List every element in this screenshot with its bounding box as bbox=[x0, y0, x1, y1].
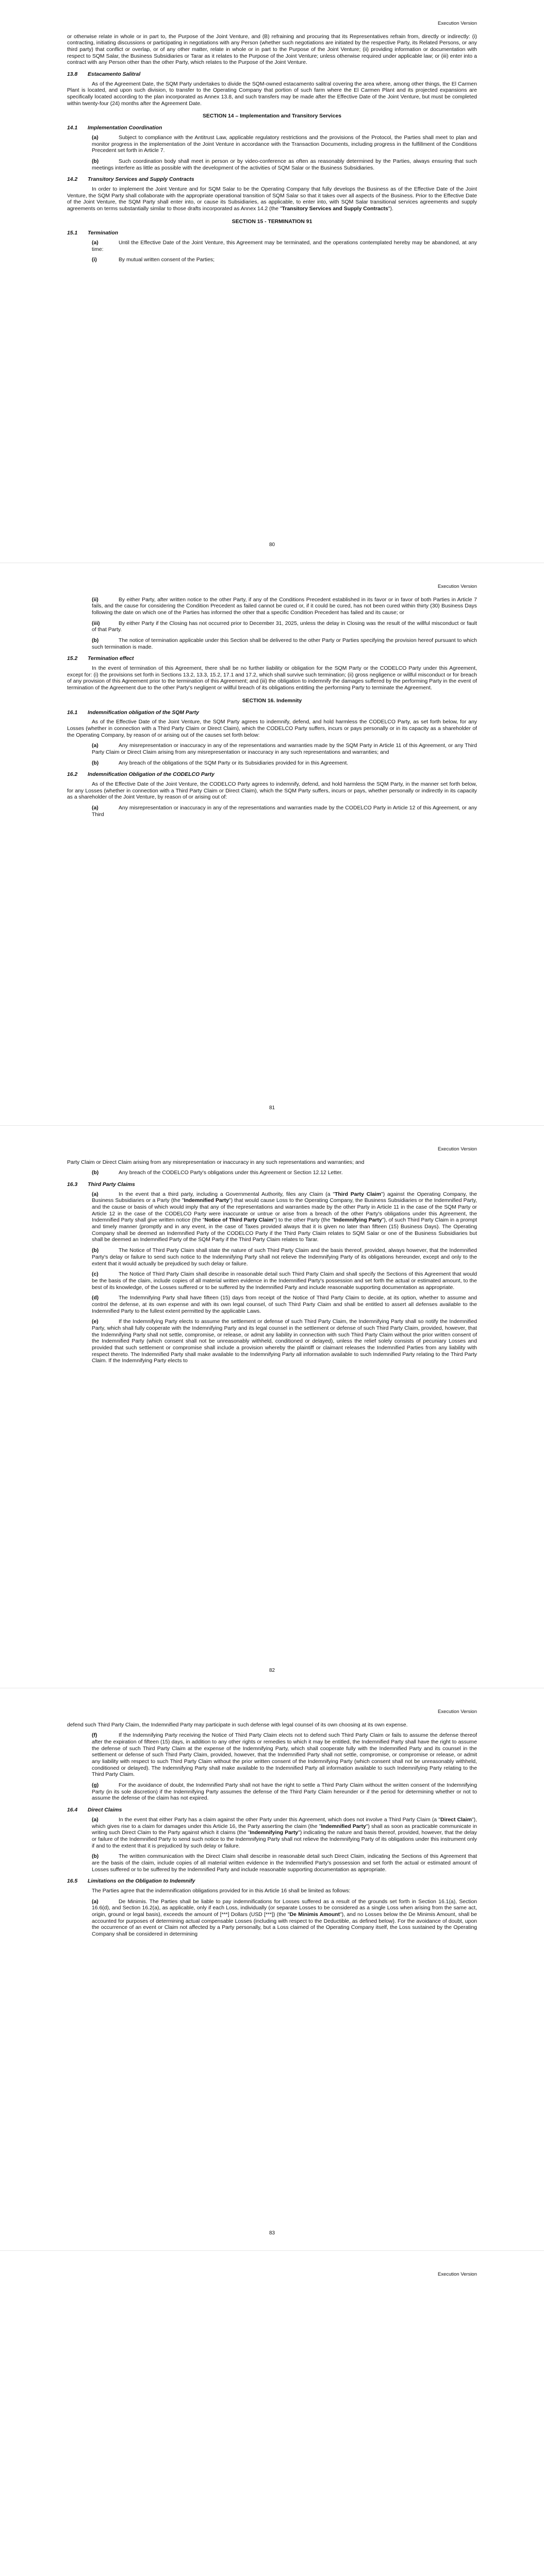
subsection-heading bbox=[67, 230, 477, 237]
clause-label: (a) bbox=[92, 1817, 98, 1823]
clause-text: Subject to compliance with the Antitrust Law, applicable regulatory restrictions and the provisions of the Protocol, the Parties shall meet to plan and monitor progress in the implementation of the Joint Venture in accordance with the Transaction Documents, including progress in the fulfillment of the Conditions Precedent set forth in Article 7. bbox=[92, 134, 477, 154]
subsection-title: Indemnification obligation of the SQM Party bbox=[88, 709, 199, 716]
clause-text: By either Party, after written notice to the other Party, if any of the Conditions Precedent established in its favor or in favor of both Parties in Article 7 fails, and the cause for considering the Condition Precedent as failed cannot be cured or, if it could be cured, has not been cured within thirty (30) Business Days following the date on which one of the Parties has informed the other that a specific Condition Precedent has failed and its cause; or bbox=[92, 597, 477, 616]
clause-label: (d) bbox=[92, 1295, 99, 1301]
section-heading: SECTION 14 – Implementation and Transitory Services bbox=[202, 113, 342, 120]
subsection-title: Termination bbox=[88, 230, 119, 236]
clause bbox=[67, 240, 477, 253]
clause-label: (a) bbox=[92, 805, 98, 811]
subsection-heading bbox=[67, 1878, 477, 1885]
clause-text: By mutual written consent of the Parties; bbox=[119, 257, 215, 263]
clause-label: (b) bbox=[92, 760, 99, 766]
clause-text: The written communication with the Direct Claim shall describe in reasonable detail such Direct Claim, indicating the Sections of this Agreement that are the basis of the claim, include copies of all material written evidence in the Indemnified Party's possession and set forth the actual or estimated amount of Losses suffered or to be suffered by the Indemnified Party and include reasonable supporting documentation as appropriate. bbox=[92, 1854, 477, 1873]
clause-text: Any breach of the CODELCO Party's obligations under this Agreement or Section 12.12 Letter. bbox=[119, 1170, 343, 1176]
document-page bbox=[0, 1125, 544, 1688]
clause-text: The Notice of Third Party Claim shall describe in reasonable detail such Third Party Claim and shall specify the Sections of this Agreement that would be the basis of the claim, include copies of all material written evidence in the Indemnified Party's possession and set forth the actual or estimated amount, to the best of its knowledge, of the Losses suffered or to be suffered by the Indemnified Party and include reasonable supporting documentation as appropriate. bbox=[92, 1272, 477, 1291]
page-number: 82 bbox=[269, 1668, 275, 1673]
clause bbox=[67, 257, 477, 264]
subsection-number: 16.5 bbox=[67, 1878, 78, 1885]
document-page bbox=[0, 2250, 544, 2576]
clause-text: Until the Effective Date of the Joint Venture, this Agreement may be terminated, and the operations contemplated hereby may be abandoned, at any time: bbox=[92, 240, 477, 252]
page-number: 80 bbox=[269, 542, 275, 548]
paragraph: defend such Third Party Claim, the Indemnified Party may participate in such defense with legal counsel of its own choosing at its own expense. bbox=[67, 1722, 408, 1728]
page-number: 83 bbox=[269, 2230, 275, 2236]
document-page bbox=[0, 0, 544, 563]
clause-text: Any misrepresentation or inaccuracy in any of the representations and warranties made by the SQM Party in Article 11 of this Agreement, or any Third Party Claim or Direct Claim arising from any misrepresentation or inaccuracy in any such representations and warranties; and bbox=[92, 743, 477, 755]
paragraph: As of the Effective Date of the Joint Venture, the CODELCO Party agrees to indemnify, defend, and hold harmless the SQM Party, in the manner set forth below, for any Losses (whether in connection with a Third Party Claim or Direct Claim), which the SQM Party suffers, incurs or pays, whether personally or indirectly in its capacity as a shareholder of the Joint Venture, by reason of or arising out of: bbox=[67, 782, 477, 801]
paragraph: or otherwise relate in whole or in part to, the Purpose of the Joint Venture, and (B) refraining and procuring that its Representatives refrain from, directly or indirectly: (i) contracting, initiating discussions or participating in negotiations with any Person (whether such negotiations are initiated by the respective Party, its Related Persons, or any third party) that conflict or overlap, or of any other matter, relate in whole or in part to the Purpose of the Joint Venture; (ii) providing information or documentation with respect to SQM Salar, the Business Subsidiaries or Tarar as it relates to the Purpose of the Joint Venture; unless otherwise required under applicable law; or (iii) enter into a contract with any Person other than the other Party, which relates to the Purpose of the Joint Venture. bbox=[67, 33, 477, 66]
clause-label: (b) bbox=[92, 1248, 99, 1254]
subsection-heading bbox=[67, 772, 477, 778]
clause-label: (b) bbox=[92, 158, 99, 164]
subsection-number: 16.2 bbox=[67, 772, 78, 778]
paragraph: In the event of termination of this Agreement, there shall be no further liability or obligation for the SQM Party or the CODELCO Party under this Agreement, except for: (i) the provisions set forth in Sections 13.2, 13.3, 15.2, 17.1 and 17.2, which shall survive such termination; (ii) gross negligence or willful misconduct or for breach of any provision of this Agreement prior to the termination of this Agreement; and (iii) the obligation to indemnify the damages suffered by the performing Party in the event of termination of the Agreement due to the other Party's negligent or willful breach of its obligations entitling the performing Party to terminate the Agreement. bbox=[67, 666, 477, 691]
clause-label: (b) bbox=[92, 1170, 99, 1176]
clause bbox=[67, 1192, 477, 1244]
clause-label: (c) bbox=[92, 1272, 98, 1278]
clause-label: (iii) bbox=[92, 620, 100, 626]
clause-label: (g) bbox=[92, 1783, 99, 1789]
clause bbox=[67, 1783, 477, 1802]
clause-text: By either Party if the Closing has not occurred prior to December 31, 2025, unless the delay in Closing was the result of the willful misconduct or fault of that Party. bbox=[92, 620, 477, 633]
clause bbox=[67, 1295, 477, 1315]
clause bbox=[67, 1170, 477, 1177]
paragraph: The Parties agree that the indemnification obligations provided for in this Article 16 shall be limited as follows: bbox=[92, 1888, 351, 1894]
subsection-number: 15.2 bbox=[67, 656, 78, 662]
subsection-title: Implementation Coordination bbox=[88, 125, 162, 131]
clause bbox=[67, 743, 477, 756]
subsection-number: 16.3 bbox=[67, 1181, 78, 1188]
clause bbox=[67, 135, 477, 155]
subsection-title: Third Party Claims bbox=[88, 1181, 135, 1188]
paragraph: In order to implement the Joint Venture and for SQM Salar to be the Operating Company that fully develops the Business as of the Effective Date of the Joint Venture, the SQM Party shall collaborate with the appropriate operational transition of SQM Salar so that it takes over all aspects of the Business. Prior to the Effective Date of the Joint Venture, the SQM Party shall enter into, or cause its Subsidiaries, as applicable, to enter into, with SQM Salar transitional services agreements and supply agreements on terms substantially similar to those drafts incorporated as Annex 14.2 (the "Transitory Services and Supply Contracts"). bbox=[67, 186, 477, 212]
clause-label: (a) bbox=[92, 1899, 98, 1905]
clause-text: In the event that a third party, including a Governmental Authority, files any Claim (a "Third Party Claim") against the Operating Company, the Business Subsidiaries or a Party (the "Indemnified Party") that would cause Loss to the Operating Company, the Business Subsidiaries or the Indemnified Party, and the cause or basis of which would imply that any of the representations and warranties made by the other Party in Article 11 in the case of the SQM Party or Article 12 in the case of the CODELCO Party were inaccurate or untrue or arise from a breach of the other Party's obligations under this Agreement, the Indemnified Party shall give written notice (the "Notice of Third Party Claim") to the other Party (the "Indemnifying Party"), of such Third Party Claim in a prompt and timely manner (promptly and in any event, in the case of Taxes provided always that it is given no later than fifteen (15) Business Days). The Operating Company shall be deemed an Indemnified Party of the CODELCO Party if the Third Party Claim relates to SQM Salar or one of the Business Subsidiaries but shall be deemed an Indemnified Party of the SQM Party if the Third Party Claim relates to Tarar. bbox=[92, 1191, 477, 1243]
subsection-number: 16.4 bbox=[67, 1807, 78, 1814]
clause bbox=[67, 621, 477, 634]
clause bbox=[67, 1733, 477, 1778]
document-page bbox=[0, 563, 544, 1125]
clause-text: If the Indemnifying Party elects to assume the settlement or defense of such Third Party Claim, the Indemnifying Party shall so notify the Indemnified Party, which shall fully cooperate with the Indemnifying Party and its legal counsel in the settlement or defense of such Third Party Claim, provided, however, that the Indemnifying Party shall not settle, compromise, or release, or admit any liability in connection with such Third Party Claim without the prior written consent of the Indemnified Party (which consent shall not be unreasonably withheld, conditioned or delayed), unless the relief solely consists of pecuniary Losses and provided that such settlement or compromise shall include a provision whereby the plaintiff or claimant releases the Indemnified Parties from any liability with respect thereto. The Indemnified Party shall make available to the Indemnifying Party all information available to such Indemnified Party relating to the Third Party Claim. If the Indemnifying Party elects to bbox=[92, 1319, 477, 1364]
section-heading: SECTION 16. Indemnity bbox=[242, 698, 302, 704]
clause-label: (ii) bbox=[92, 597, 98, 603]
subsection-title: Transitory Services and Supply Contracts bbox=[88, 177, 194, 183]
subsection-number: 15.1 bbox=[67, 230, 78, 236]
clause bbox=[67, 1272, 477, 1291]
subsection-heading bbox=[67, 125, 477, 132]
subsection-number: 14.1 bbox=[67, 125, 78, 131]
clause-text: The Indemnifying Party shall have fifteen (15) days from receipt of the Notice of Third Party Claim to decide, at its option, whether to assume and control the defense, at its own expense and with its own legal counsel, of such Third Party Claim and shall be entitled to assert all defenses available to the Indemnified Party to the fullest extent permitted by the applicable Laws. bbox=[92, 1295, 477, 1314]
subsection-heading bbox=[67, 1182, 477, 1189]
clause-label: (f) bbox=[92, 1733, 97, 1739]
page-number: 81 bbox=[269, 1105, 275, 1111]
clause bbox=[67, 1817, 477, 1850]
subsection-title: Limitations on the Obligation to Indemnify bbox=[88, 1878, 195, 1885]
clause bbox=[67, 760, 477, 767]
clause-label: (a) bbox=[92, 1191, 98, 1197]
clause-label: (i) bbox=[92, 257, 97, 263]
clause bbox=[67, 159, 477, 172]
subsection-title: Termination effect bbox=[88, 656, 134, 662]
clause-label: (a) bbox=[92, 240, 98, 246]
subsection-title: Indemnification Obligation of the CODELCO Party bbox=[88, 772, 215, 778]
subsection-heading bbox=[67, 710, 477, 717]
clause-label: (e) bbox=[92, 1319, 98, 1325]
paragraph: Party Claim or Direct Claim arising from any misrepresentation or inaccuracy in any such representations and warranties; and bbox=[67, 1159, 365, 1165]
clause-text: In the event that either Party has a claim against the other Party under this Agreement, which does not involve a Third Party Claim (a "Direct Claim"), which gives rise to a claim for damages under this Article 16, the Party asserting the claim (the "Indemnified Party") shall as soon as practicable communicate in writing such Direct Claim to the Party against which it claims (the "Indemnifying Party") indicating the nature and basis thereof, provided, however, that the delay or failure of the Indemnified Party to send such notice to the Indemnifying Party shall not relieve the Indemnifying Party of its obligations under this instrument only if and to the extent that it is prejudiced by such delay or failure. bbox=[92, 1817, 477, 1849]
section-heading: SECTION 15 - TERMINATION 91 bbox=[232, 218, 312, 225]
subsection-number: 14.2 bbox=[67, 177, 78, 183]
clause bbox=[67, 597, 477, 617]
paragraph: As of the Effective Date of the Joint Venture, the SQM Party agrees to indemnify, defend, and hold harmless the CODELCO Party, as set forth below, for any Losses (whether in connection with a Third Party Claim or Direct Claim), which the CODELCO Party suffers, incurs or pays personally or in its capacity as a shareholder of the Operating Company, by reason of or arising out of the causes set forth below: bbox=[67, 719, 477, 738]
clause-label: (a) bbox=[92, 134, 98, 141]
subsection-heading bbox=[67, 656, 477, 663]
clause bbox=[67, 638, 477, 651]
clause bbox=[67, 805, 477, 818]
clause bbox=[67, 1899, 477, 1938]
clause bbox=[67, 1248, 477, 1267]
execution-version-header: Execution Version bbox=[437, 1709, 477, 1715]
clause-text: De Minimis. The Parties shall be liable to pay indemnifications for Losses suffered as a result of the grounds set forth in Section 16.1(a), Section 16.6(d), and Section 16.2(a), as applicable, only if each Loss, individually (or separate Losses to be considered as a single Loss when arising from the same act, origin, ground or legal basis), exceeds the amount of [***] Dollars (USD [***]) (the "De Minimis Amount"), and no Losses below the De Minimis Amount, shall be accounted for purposes of determining actual compensable Losses (including with respect to the Deductible, as defined below). For the avoidance of doubt, upon the occurrence of an event or Claim not affected by a Party personally, but a Loss claimed of the Operating Company itself, the Loss sustained by the Operating Company shall be considered in determining bbox=[92, 1899, 477, 1938]
clause-label: (b) bbox=[92, 1854, 99, 1860]
execution-version-header: Execution Version bbox=[437, 584, 477, 589]
document-page bbox=[0, 1688, 544, 2250]
execution-version-header: Execution Version bbox=[437, 1146, 477, 1152]
paragraph: As of the Agreement Date, the SQM Party undertakes to divide the SQM-owned estacamento salitral covering the area where, among other things, the El Carmen Plant is located, and upon such division, to transfer to the Operating Company that portion of such farm where the El Carmen Plant and its projected expansions are specifically located according to the plan incorporated as Annex 13.8, and such transfers may be made after the Effective Date of the Joint Venture, but must be completed within twenty-four (24) months after the Agreement Date. bbox=[67, 81, 477, 107]
clause-text: The notice of termination applicable under this Section shall be delivered to the other Party or Parties specifying the provision hereof pursuant to which such termination is made. bbox=[92, 638, 477, 650]
clause-text: Such coordination body shall meet in person or by video-conference as often as reasonably determined by the Parties, always ensuring that such meetings interfere as little as possible with the development of the activities of SQM Salar or the Business Subsidiaries. bbox=[92, 158, 477, 171]
subsection-heading bbox=[67, 1807, 477, 1814]
subsection-number: 13.8 bbox=[67, 72, 78, 78]
clause-text: The Notice of Third Party Claim shall state the nature of such Third Party Claim and the basis thereof, provided, always however, that the Indemnified Party's delay or failure to send such notice to the Indemnifying Party shall not relieve the Indemnifying Party of its obligations hereunder, except and only to the extent that it would actually be prejudiced by such delay or failure. bbox=[92, 1248, 477, 1267]
execution-version-header: Execution Version bbox=[437, 21, 477, 26]
subsection-heading bbox=[67, 72, 477, 78]
clause-text: If the Indemnifying Party receiving the Notice of Third Party Claim elects not to defend such Third Party Claim or fails to assume the defense thereof after the expiration of fifteen (15) days, in addition to any other rights or remedies to which it may be entitled, the Indemnified Party shall have the right to assume the defense of such Third Party Claim at the expense of the Indemnifying Party, which shall cooperate fully with the Indemnified Party and its counsel in the settlement or defense of such Third Party Claim, provided, however, that the Indemnified Party shall not settle, compromise, or compromise or release, or admit any liability with respect to such Third Party Claim without the prior written consent of the Indemnifying Party (which consent shall not be unreasonably withheld, conditioned or delayed). The Indemnifying Party shall make available to the Indemnified Party all information available to such Indemnifying Party relating to the Third Party Claim. bbox=[92, 1733, 477, 1778]
clause bbox=[67, 1854, 477, 1873]
subsection-title: Direct Claims bbox=[88, 1807, 122, 1814]
subsection-heading bbox=[67, 177, 477, 183]
subsection-number: 16.1 bbox=[67, 709, 78, 716]
execution-version-header: Execution Version bbox=[437, 2272, 477, 2277]
subsection-title: Estacamento Salitral bbox=[88, 72, 141, 78]
clause bbox=[67, 1319, 477, 1365]
clause-label: (a) bbox=[92, 743, 98, 749]
clause-text: For the avoidance of doubt, the Indemnified Party shall not have the right to settle a Third Party Claim without the written consent of the Indemnifying Party (in its sole discretion) if the Indemnifying Party assumes the defense of the Third Party Claim hereunder or if the period for determining whether or not to assume the defense of the claim has not expired. bbox=[92, 1783, 477, 1802]
clause-label: (b) bbox=[92, 638, 99, 644]
clause-text: Any breach of the obligations of the SQM Party or its Subsidiaries provided for in this Agreement. bbox=[119, 760, 349, 766]
clause-text: Any misrepresentation or inaccuracy in any of the representations and warranties made by the CODELCO Party in Article 12 of this Agreement, or any Third bbox=[92, 805, 477, 818]
